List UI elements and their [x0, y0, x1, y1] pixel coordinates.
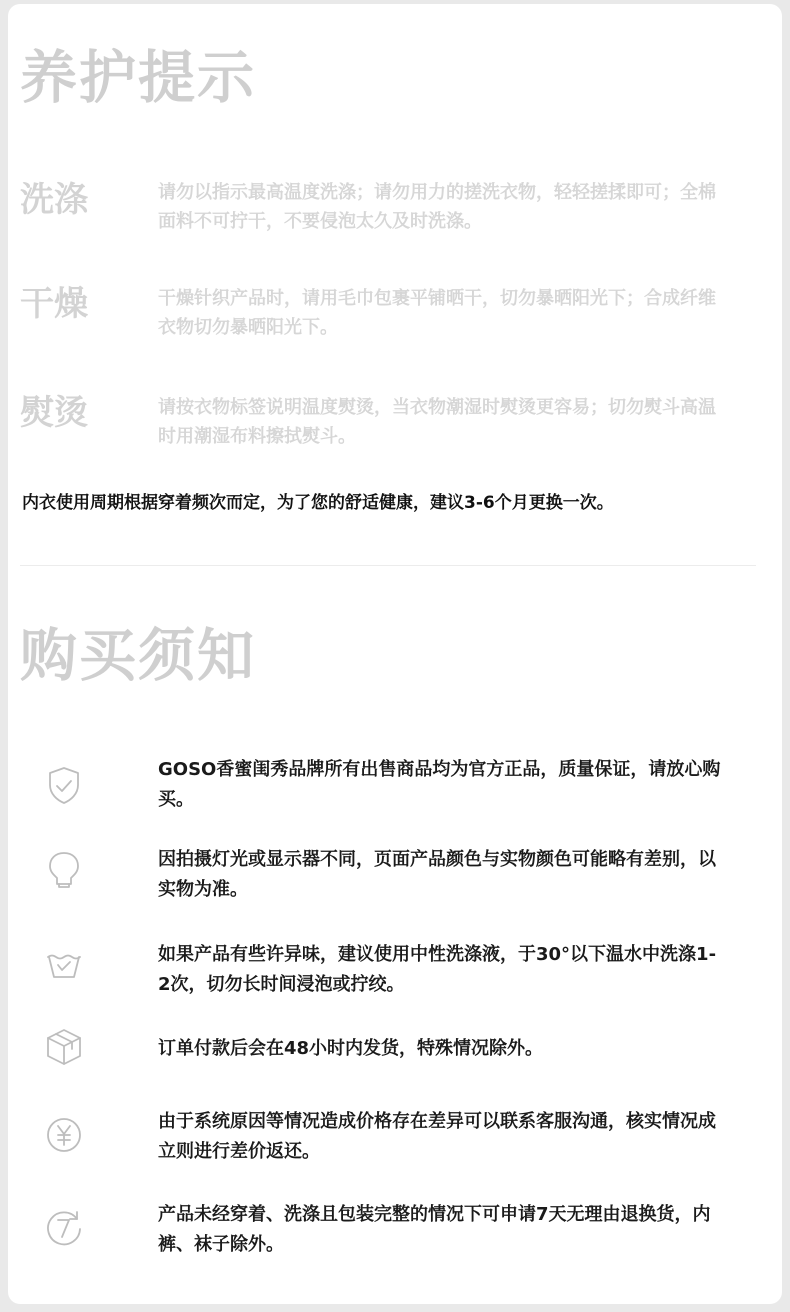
notice-color: 因拍摄灯光或显示器不同，页面产品颜色与实物颜色可能略有差别，以实物为准。: [158, 849, 716, 900]
notice-price: 由于系统原因等情况造成价格存在差异可以联系客服沟通，核实情况成立则进行差价返还。: [158, 1111, 716, 1162]
care-label-iron: 熨烫: [20, 393, 88, 433]
care-text-wash: 请勿以指示最高温度洗涤；请勿用力的搓洗衣物，轻轻搓揉即可；全棉面料不可拧干，不要侵泡太久及时洗涤。: [158, 182, 716, 232]
care-text-iron: 请按衣物标签说明温度熨烫，当衣物潮湿时熨烫更容易；切勿熨斗高温时用潮湿布料擦拭熨斗。: [158, 397, 716, 447]
replacement-note: 内衣使用周期根据穿着频次而定，为了您的舒适健康，建议3-6个月更换一次。: [22, 493, 614, 513]
care-section-title: 养护提示: [20, 45, 256, 111]
section-divider: [20, 565, 756, 566]
shield-check-icon: [44, 765, 84, 805]
package-box-icon: [44, 1027, 84, 1067]
lightbulb-icon: [44, 850, 84, 890]
wash-basin-icon: [44, 944, 84, 984]
care-text-dry: 干燥针织产品时，请用毛巾包裹平铺晒干，切勿暴晒阳光下；合成纤维衣物切勿暴晒阳光下。: [158, 288, 716, 338]
notice-authentic: GOSO香蜜闺秀品牌所有出售商品均为官方正品，质量保证，请放心购买。: [158, 759, 721, 810]
seven-day-return-icon: [44, 1207, 84, 1247]
notice-shipping: 订单付款后会在48小时内发货，特殊情况除外。: [158, 1038, 544, 1059]
care-label-wash: 洗涤: [20, 180, 88, 220]
yen-circle-icon: [44, 1115, 84, 1155]
notice-odor: 如果产品有些许异味，建议使用中性洗涤液，于30°以下温水中洗涤1-2次，切勿长时间浸泡或拧绞。: [158, 944, 717, 995]
notice-return: 产品未经穿着、洗涤且包装完整的情况下可申请7天无理由退换货，内裤、袜子除外。: [158, 1204, 711, 1255]
care-label-dry: 干燥: [20, 284, 88, 324]
purchase-section-title: 购买须知: [20, 623, 256, 689]
